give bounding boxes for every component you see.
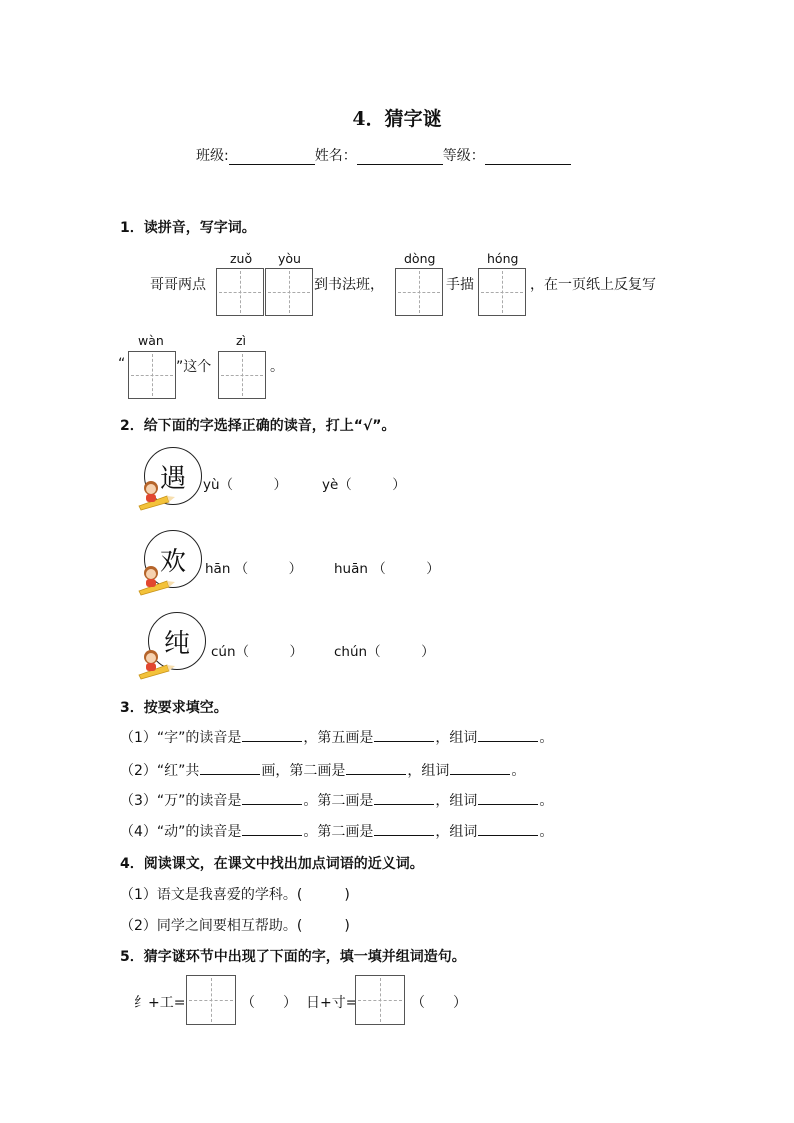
character-circle: 遇: [144, 447, 202, 505]
q1-text-4: ，在一页纸上反复写: [530, 277, 656, 293]
student-info-line: [196, 145, 571, 165]
synonym-line-2[interactable]: （2）同学之间要相互帮助。( ): [120, 918, 350, 934]
fill-text: （4）“动”的读音是: [120, 824, 242, 840]
writing-grid[interactable]: [478, 268, 526, 316]
grade-blank[interactable]: [485, 150, 571, 165]
fill-blank[interactable]: [242, 834, 302, 836]
fill-text: 。: [539, 730, 554, 746]
writing-grid[interactable]: [128, 351, 176, 399]
reading-option[interactable]: yè（ ）: [322, 477, 406, 493]
page-title: 4．猜字谜: [352, 108, 442, 130]
synonym-line-1[interactable]: （1）语文是我喜爱的学科。( ): [120, 887, 350, 903]
fill-blank[interactable]: [478, 834, 538, 836]
riddle-equation-2: 日+寸=: [306, 995, 358, 1011]
fill-line-4: [120, 821, 553, 841]
pinyin-zuo: zuǒ: [230, 251, 253, 266]
fill-text: 。: [539, 824, 554, 840]
fill-blank[interactable]: [346, 773, 406, 775]
fill-text: ，组词: [407, 763, 450, 779]
fill-blank[interactable]: [478, 740, 538, 742]
q1-text-6: ”这个: [176, 359, 212, 375]
fill-blank[interactable]: [374, 803, 434, 805]
writing-grid[interactable]: [218, 351, 266, 399]
fill-blank[interactable]: [478, 803, 538, 805]
reading-option[interactable]: chún（ ）: [334, 644, 435, 660]
class-blank[interactable]: [229, 150, 315, 165]
fill-text: ，组词: [435, 730, 478, 746]
fill-text: （2）“红”共: [120, 763, 200, 779]
pinyin-dong: dòng: [404, 251, 436, 266]
pinyin-zi: zì: [236, 333, 247, 348]
reading-option[interactable]: yù（ ）: [203, 477, 288, 493]
fill-text: ，组词: [435, 824, 478, 840]
character-circle: 纯: [148, 612, 206, 670]
fill-text: ，第五画是: [303, 730, 374, 746]
pencil-kid-icon: [137, 645, 177, 681]
pinyin-you: yòu: [278, 251, 301, 266]
riddle-equation-1: 纟+工=: [134, 995, 186, 1011]
fill-text: 画，第二画是: [261, 763, 346, 779]
name-label: 姓名：: [314, 148, 357, 164]
fill-text: （1）“字”的读音是: [120, 730, 242, 746]
reading-option[interactable]: hān （ ）: [205, 561, 303, 577]
fill-text: 。第二画是: [303, 793, 374, 809]
q1-text-1: 哥哥两点: [150, 277, 206, 293]
writing-grid[interactable]: [355, 975, 405, 1025]
class-label: 班级:: [196, 148, 229, 164]
writing-grid[interactable]: [186, 975, 236, 1025]
word-blank[interactable]: （ ）: [411, 995, 467, 1011]
fill-blank[interactable]: [242, 740, 302, 742]
fill-text: 。第二画是: [303, 824, 374, 840]
writing-grid[interactable]: [265, 268, 313, 316]
fill-blank[interactable]: [450, 773, 510, 775]
fill-blank[interactable]: [374, 834, 434, 836]
q1-text-3: 手描: [446, 277, 474, 293]
q1-text-2: 到书法班，: [314, 277, 384, 293]
writing-grid[interactable]: [395, 268, 443, 316]
pinyin-wan: wàn: [138, 333, 164, 348]
pinyin-hong: hóng: [487, 251, 519, 266]
fill-blank[interactable]: [200, 773, 260, 775]
fill-text: 。: [539, 793, 554, 809]
fill-text: 。: [511, 763, 526, 779]
q3-heading: 3．按要求填空。: [120, 700, 228, 716]
writing-grid[interactable]: [216, 268, 264, 316]
q1-text-5: “: [118, 356, 126, 372]
fill-blank[interactable]: [374, 740, 434, 742]
fill-line-1: [120, 727, 553, 747]
name-blank[interactable]: [357, 150, 443, 165]
fill-text: ，组词: [435, 793, 478, 809]
word-blank[interactable]: （ ）: [241, 995, 297, 1011]
pencil-kid-icon: [137, 561, 177, 597]
grade-label: 等级：: [442, 148, 485, 164]
fill-line-2: [120, 760, 525, 780]
reading-option[interactable]: huān （ ）: [334, 561, 440, 577]
q4-heading: 4．阅读课文，在课文中找出加点词语的近义词。: [120, 856, 424, 872]
q5-heading: 5．猜字谜环节中出现了下面的字，填一填并组词造句。: [120, 949, 466, 965]
q1-heading: 1．读拼音，写字词。: [120, 220, 256, 236]
fill-text: （3）“万”的读音是: [120, 793, 242, 809]
reading-option[interactable]: cún（ ）: [211, 644, 304, 660]
character-circle: 欢: [144, 530, 202, 588]
fill-line-3: [120, 790, 553, 810]
q1-text-7: 。: [270, 359, 284, 375]
q2-heading: 2．给下面的字选择正确的读音，打上“√”。: [120, 418, 396, 434]
pencil-kid-icon: [137, 476, 177, 512]
fill-blank[interactable]: [242, 803, 302, 805]
